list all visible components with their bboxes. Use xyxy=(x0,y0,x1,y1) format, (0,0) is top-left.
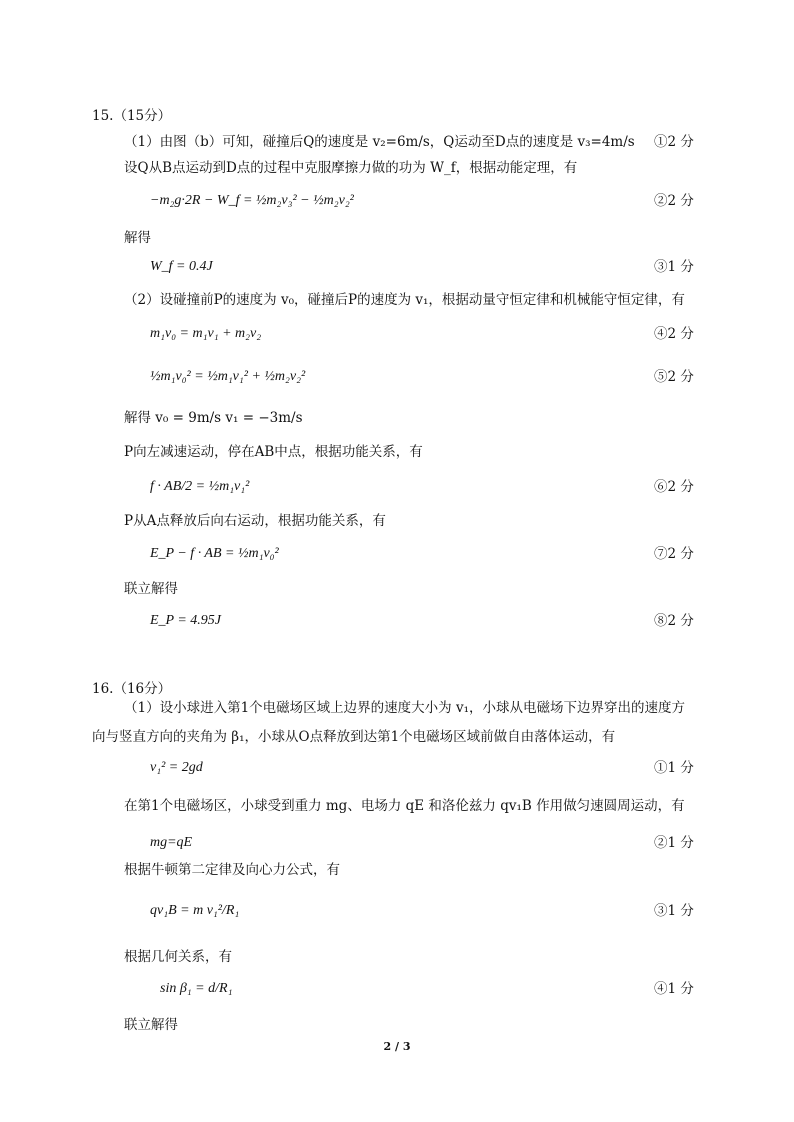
q15-line1 xyxy=(0,130,794,154)
q15-eq6-score: ⑥2 分 xyxy=(654,479,694,495)
q16-eq1: v₁² = 2gd xyxy=(150,760,203,775)
q15-header: 15.（15分） xyxy=(92,108,172,124)
q15-eq2-line xyxy=(0,255,794,279)
q16-header: 16.（16分） xyxy=(92,681,172,697)
q16-line4 xyxy=(0,858,794,882)
q15-eq7-score: ⑦2 分 xyxy=(654,546,694,562)
q15-eq5-line xyxy=(0,406,794,430)
q16-text-4: 根据牛顿第二定律及向心力公式，有 xyxy=(124,862,340,878)
q15-solve1-line xyxy=(0,226,794,250)
q16-eq2-score: ②1 分 xyxy=(654,835,694,851)
q15-eq8: E_P = 4.95J xyxy=(150,613,222,628)
q15-line4 xyxy=(0,440,794,464)
q16-text-2: 向与竖直方向的夹角为 β₁，小球从O点释放到达第1个电磁场区域前做自由落体运动，有 xyxy=(92,729,616,745)
q16-text-5: 根据几何关系，有 xyxy=(124,949,232,965)
q15-eq4: ½m₁v₀² = ½m₁v₁² + ½m₂v₂² xyxy=(150,369,306,384)
q16-line2 xyxy=(0,725,794,749)
q16-line1 xyxy=(0,696,794,720)
q16-eq2: mg=qE xyxy=(150,835,193,850)
q16-eq1-line xyxy=(0,756,794,780)
q15-text-5: P从A点释放后向右运动，根据功能关系，有 xyxy=(124,513,386,529)
q16-solve: 联立解得 xyxy=(124,1017,178,1033)
q16-text-1: （1）设小球进入第1个电磁场区域上边界的速度大小为 v₁，小球从电磁场下边界穿出的速度方 xyxy=(124,700,686,716)
q15-solve1: 解得 xyxy=(124,230,151,246)
q16-solve-line xyxy=(0,1013,794,1037)
q15-solve2: 联立解得 xyxy=(124,581,178,597)
q16-eq4-line xyxy=(0,974,794,1004)
q15-line3 xyxy=(0,288,794,312)
q15-eq7-line xyxy=(0,539,794,569)
q15-text-4: P向左减速运动，停在AB中点，根据功能关系，有 xyxy=(124,444,423,460)
q16-line3 xyxy=(0,794,794,818)
q15-solve2-line xyxy=(0,577,794,601)
q16-eq1-score: ①1 分 xyxy=(654,760,694,776)
q15-line5 xyxy=(0,509,794,533)
q15-eq3-line xyxy=(0,322,794,346)
q15-eq8-line xyxy=(0,609,794,633)
q16-eq3-score: ③1 分 xyxy=(654,903,694,919)
q15-eq5: 解得 v₀ = 9m/s v₁ = −3m/s xyxy=(124,410,303,426)
q15-eq1-line xyxy=(0,186,794,216)
q15-eq8-score: ⑧2 分 xyxy=(654,613,694,629)
q15-eq1: −m₂g·2R − W_f = ½m₂v₃² − ½m₂v₂² xyxy=(150,193,354,208)
q16-eq4-score: ④1 分 xyxy=(654,981,694,997)
q16-eq3: qv₁B = m v₁²/R₁ xyxy=(150,903,240,918)
q15-eq1-score: ②2 分 xyxy=(654,193,694,209)
q15-eq7: E_P − f · AB = ½m₁v₀² xyxy=(150,546,279,561)
q16-eq3-line xyxy=(0,896,794,926)
q16-eq4: sin β₁ = d/R₁ xyxy=(160,981,233,996)
q15-eq2-score: ③1 分 xyxy=(654,259,694,275)
q15-eq6-line xyxy=(0,472,794,502)
q15-score-1: ①2 分 xyxy=(654,134,694,150)
page-number: 2 / 3 xyxy=(383,1040,411,1053)
q15-text-2: 设Q从B点运动到D点的过程中克服摩擦力做的功为 W_f，根据动能定理，有 xyxy=(124,160,578,176)
q15-text-3: （2）设碰撞前P的速度为 v₀，碰撞后P的速度为 v₁，根据动量守恒定律和机械能守恒定律，有 xyxy=(124,292,685,308)
q16-text-3: 在第1个电磁场区，小球受到重力 mg、电场力 qE 和洛伦兹力 qv₁B 作用做匀速圆周运动，有 xyxy=(124,798,685,814)
q15-eq3: m₁v₀ = m₁v₁ + m₂v₂ xyxy=(150,326,262,341)
q16-eq2-line xyxy=(0,831,794,855)
q15-eq3-score: ④2 分 xyxy=(654,326,694,342)
q15-eq4-line xyxy=(0,362,794,392)
q16-line5 xyxy=(0,945,794,969)
q15-header-line xyxy=(0,104,794,128)
q15-eq6: f · AB/2 = ½m₁v₁² xyxy=(150,479,250,494)
q15-eq2: W_f = 0.4J xyxy=(150,259,213,274)
q15-text-1: （1）由图（b）可知，碰撞后Q的速度是 v₂=6m/s，Q运动至D点的速度是 v₃=4m/s xyxy=(124,134,635,150)
q15-eq4-score: ⑤2 分 xyxy=(654,369,694,385)
q15-line2 xyxy=(0,156,794,180)
